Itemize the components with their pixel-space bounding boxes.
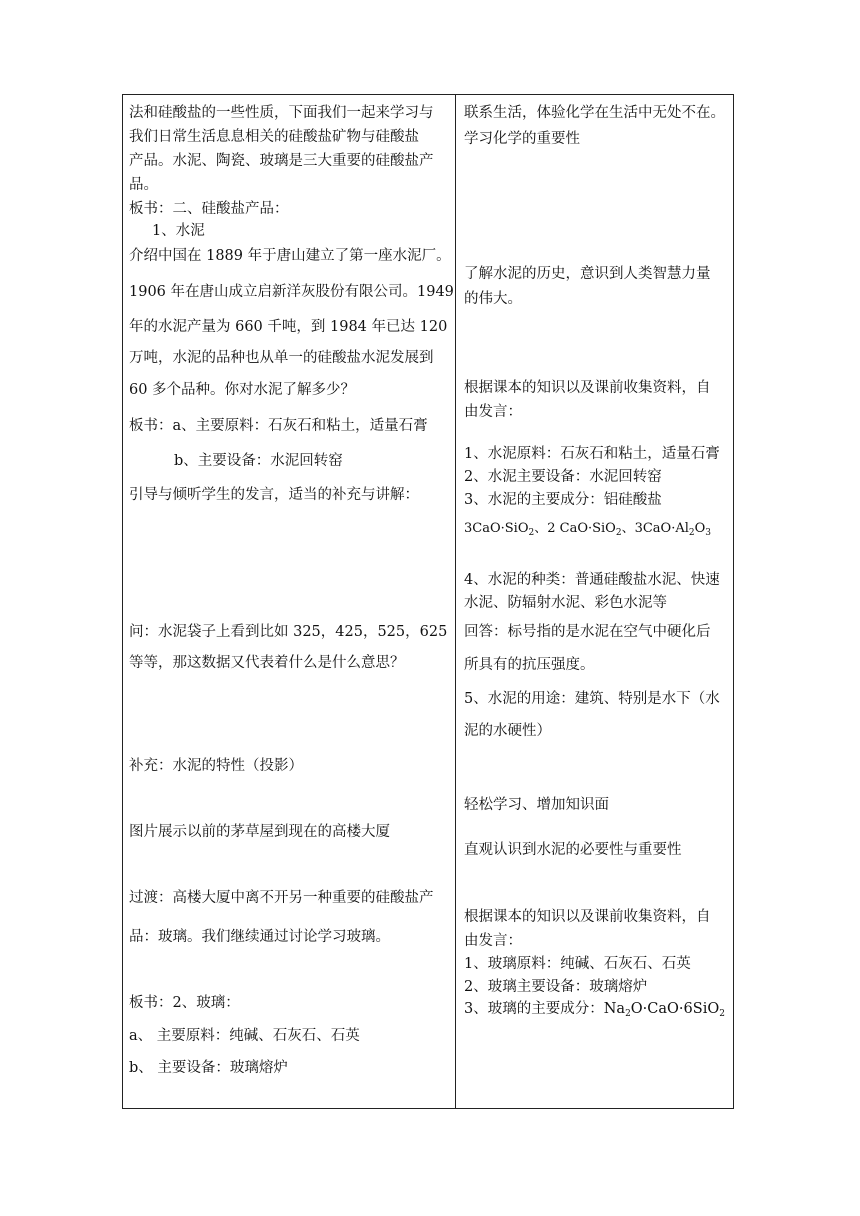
question-line: 等等，那这数据又代表着什么是什么意思？	[129, 655, 405, 671]
cement-formula	[464, 519, 711, 539]
text-line: 1906 年在唐山成立启新洋灰股份有限公司。1949	[129, 284, 454, 300]
board-heading: 板书：二、硅酸盐产品：	[129, 201, 289, 217]
board-item: 板书：a、主要原料：石灰石和粘土，适量石膏	[129, 418, 428, 434]
board-heading: 板书：2、玻璃：	[129, 995, 240, 1011]
text-line: 介绍中国在 1889 年于唐山建立了第一座水泥厂。	[129, 248, 451, 264]
list-item: 2、水泥主要设备：水泥回转窑	[464, 469, 662, 485]
formula-subscript: 2	[719, 1009, 725, 1019]
list-item: 3、水泥的主要成分：铝硅酸盐	[464, 492, 662, 508]
formula-part: 3CaO·SiO	[464, 521, 529, 536]
text-line: 由发言：	[464, 933, 522, 949]
text-line: 学习化学的重要性	[464, 131, 580, 147]
text-line: 品。	[129, 177, 158, 193]
formula-part: 3、玻璃的主要成分：Na	[464, 1001, 626, 1017]
formula-subscript: 2	[688, 528, 695, 538]
formula-subscript: 3	[705, 528, 712, 538]
text-line: 引导与倾听学生的发言，适当的补充与讲解：	[129, 487, 419, 503]
list-item: 1、水泥原料：石灰石和粘土，适量石膏	[464, 446, 720, 462]
text-line: 法和硅酸盐的一些性质，下面我们一起来学习与	[129, 105, 434, 121]
list-item: 2、玻璃主要设备：玻璃熔炉	[464, 979, 648, 995]
formula-part: 、2 CaO·SiO	[534, 521, 616, 536]
board-subheading: 1、水泥	[152, 223, 205, 239]
formula-part: O	[694, 521, 706, 536]
text-line: 的伟大。	[464, 291, 522, 307]
text-line: 水泥、防辐射水泥、彩色水泥等	[464, 595, 667, 611]
text-line: 60 多个品种。你对水泥了解多少？	[129, 382, 356, 398]
text-line: 我们日常生活息息相关的硅酸盐矿物与硅酸盐	[129, 129, 419, 145]
text-line: 年的水泥产量为 660 千吨，到 1984 年已达 120	[129, 319, 448, 335]
answer-line: 所具有的抗压强度。	[464, 657, 595, 673]
list-item: 1、玻璃原料：纯碱、石灰石、石英	[464, 956, 691, 972]
text-line: 由发言：	[464, 404, 522, 420]
text-line: 轻松学习、增加知识面	[464, 797, 609, 813]
formula-part: 、3CaO·Al	[621, 521, 689, 536]
glass-formula	[464, 999, 725, 1019]
question-line: 问：水泥袋子上看到比如 325，425，525，625	[129, 624, 448, 640]
text-line: 直观认识到水泥的必要性与重要性	[464, 842, 682, 858]
formula-subscript: 2	[615, 528, 622, 538]
board-item: a、 主要原料：纯碱、石灰石、石英	[129, 1028, 360, 1044]
list-item: 4、水泥的种类：普通硅酸盐水泥、快速	[464, 572, 720, 588]
column-divider	[455, 94, 456, 1109]
text-line: 根据课本的知识以及课前收集资料，自	[464, 909, 711, 925]
text-line: 联系生活，体验化学在生活中无处不在。	[464, 105, 725, 121]
text-line: 过渡：高楼大厦中离不开另一种重要的硅酸盐产	[129, 890, 434, 906]
text-line: 图片展示以前的茅草屋到现在的高楼大厦	[129, 824, 390, 840]
board-item: b、 主要设备：玻璃熔炉	[129, 1060, 288, 1076]
text-line: 泥的水硬性）	[464, 723, 551, 739]
board-item: b、主要设备：水泥回转窑	[174, 453, 343, 469]
text-line: 根据课本的知识以及课前收集资料，自	[464, 380, 711, 396]
text-line: 补充：水泥的特性（投影）	[129, 758, 303, 774]
text-line: 了解水泥的历史，意识到人类智慧力量	[464, 266, 711, 282]
text-line: 品：玻璃。我们继续通过讨论学习玻璃。	[129, 929, 390, 945]
answer-line: 回答：标号指的是水泥在空气中硬化后	[464, 624, 711, 640]
list-item: 5、水泥的用途：建筑、特别是水下（水	[464, 691, 720, 707]
formula-subscript: 2	[625, 1009, 631, 1019]
formula-part: O·CaO·6SiO	[630, 1001, 720, 1017]
text-line: 万吨，水泥的品种也从单一的硅酸盐水泥发展到	[129, 350, 434, 366]
text-line: 产品。水泥、陶瓷、玻璃是三大重要的硅酸盐产	[129, 153, 434, 169]
formula-subscript: 2	[528, 528, 535, 538]
